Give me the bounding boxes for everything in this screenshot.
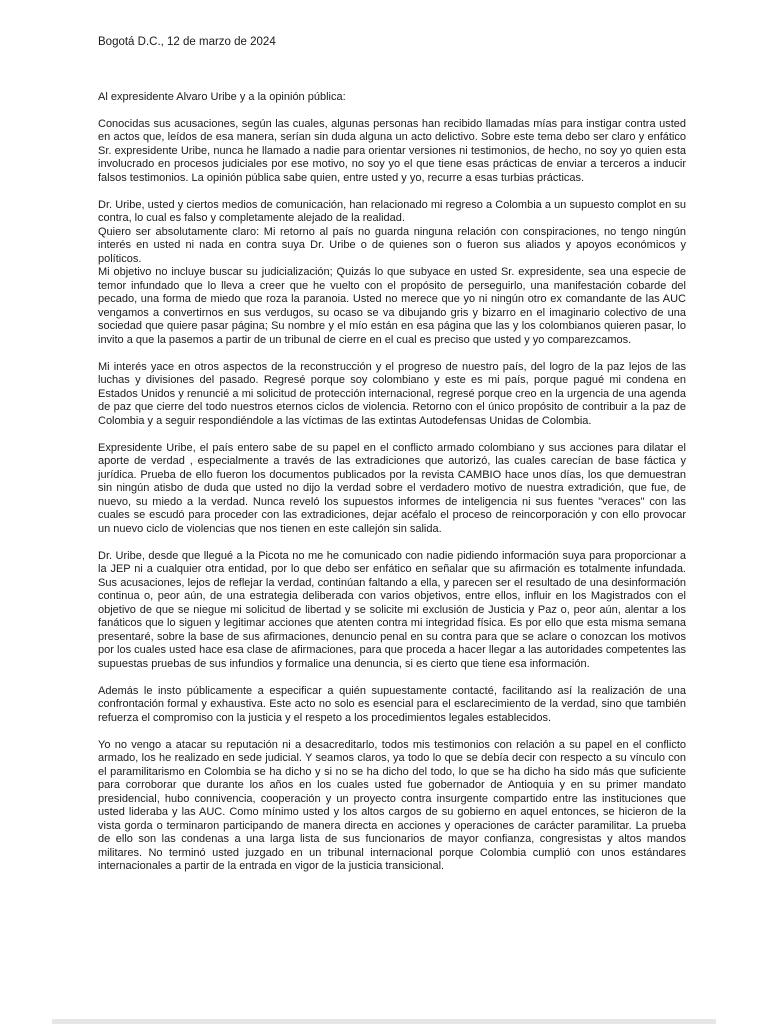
paragraph-4: Mi objetivo no incluye buscar su judicialización; Quizás lo que subyace en usted Sr. expresidente, sea una especie de temor infundado que lo lleva a creer que he vuelto con el propósito de perseguirlo, una manifestación cobarde del pecado, una forma de miedo que roza la paranoia. Usted no merece que yo ni ningún otro ex comandante de las AUC vengamos a convertirnos en sus verdugos, su ocaso se va dibujando gris y bizarro en el imaginario colectivo de una sociedad que quiere pasar página; Su nombre y el mío están en esa página que las y los colombianos quieren pasar, lo invito a que la pasemos a partir de un tribunal de cierre en el cual es preciso que usted y yo comparezcamos. xyxy=(98,266,686,346)
paragraph-1: Conocidas sus acusaciones, según las cuales, algunas personas han recibido llamadas mías para instigar contra usted en actos que, leídos de esa manera, serían sin duda alguna un acto delictivo. Sobre este tema debo ser claro y enfático Sr. expresidente Uribe, nunca he llamado a nadie para orientar versiones ni testimonios, de hecho, no soy yo quien esta involucrado en procesos judiciales por ese motivo, no soy yo el que tiene esas prácticas de enviar a terceros a inducir falsos testimonios. La opinión pública sabe quien, entre usted y yo, recurre a esas turbias prácticas. xyxy=(98,117,686,184)
paragraph-9: Yo no vengo a atacar su reputación ni a desacreditarlo, todos mis testimonios con relación a su papel en el conflicto armado, los he realizado en sede judicial. Y seamos claros, ya todo lo que se debía decir con respecto a su vínculo con el paramilitarismo en Colombia se ha dicho y si no se ha dicho del todo, lo que se ha dicho ha sido más que suficiente para corroborar que durante los años en los cuales usted fue gobernador de Antioquia y en su primer mandato presidencial, hubo connivencia, cooperación y un proyecto contra insurgente compartido entre las instituciones que usted lideraba y las AUC. Como mínimo usted y los altos cargos de su gobierno en aquel entonces, se hicieron de la vista gorda o terminaron participando de manera directa en acciones y operaciones de carácter paramilitar. La prueba de ello son las condenas a una larga lista de sus funcionarios de mayor confianza, congresistas y altos mandos militares. No terminó usted juzgado en un tribunal internacional porque Colombia cumplió con unos estándares internacionales a partir de la entrada en vigor de la justicia transicional. xyxy=(98,738,686,872)
paragraph-2: Dr. Uribe, usted y ciertos medios de comunicación, han relacionado mi regreso a Colombia a un supuesto complot en su contra, lo cual es falso y completamente alejado de la realidad. xyxy=(98,198,686,224)
paragraph-3: Quiero ser absolutamente claro: Mi retorno al país no guarda ninguna relación con conspiraciones, no tengo ningún interés en usted ni nada en contra suya Dr. Uribe o de quienes son o fueron sus aliados y apoyos económicos y políticos. xyxy=(98,225,686,265)
paragraph-7: Dr. Uribe, desde que llegué a la Picota no me he comunicado con nadie pidiendo información suya para proporcionar a la JEP ni a cualquier otra entidad, por lo que debo ser enfático en señalar que su afirmación es totalmente infundada. Sus acusaciones, lejos de reflejar la verdad, continúan faltando a ella, y parecen ser el resultado de una desinformación continua o, peor aún, de una estrategia deliberada con varios objetivos, entre ellos, influir en los Magistrados con el objetivo de que se niegue mi solicitud de libertad y se solicite mi exclusión de Justicia y Paz o, peor aún, alentar a los fanáticos que lo siguen y legitimar acciones que atenten contra mi integridad física. Es por ello que esta misma semana presentaré, sobre la base de sus afirmaciones, denuncio penal en su contra para que se aclare o conozcan los motivos por los cuales usted hace esa clase de afirmaciones, para que proceda a hacer llegar a las autoridades competentes las supuestas pruebas de sus infundios y formalice una denuncia, si es cierto que tiene esa información. xyxy=(98,549,686,670)
paragraph-5: Mi interés yace en otros aspectos de la reconstrucción y el progreso de nuestro país, del logro de la paz lejos de las luchas y divisiones del pasado. Regresé porque soy colombiano y este es mi país, porque pagué mi condena en Estados Unidos y renuncié a mi solicitud de protección internacional, regresé porque creo en la urgencia de una agenda de paz que cierre del todo nuestros eternos ciclos de violencia. Retorno con el único propósito de contribuir a la paz de Colombia y a seguir respondiéndole a las víctimas de las extintas Autodefensas Unidas de Colombia. xyxy=(98,360,686,427)
letter-body xyxy=(98,91,686,887)
date-line: Bogotá D.C., 12 de marzo de 2024 xyxy=(98,36,276,48)
paragraph-6: Expresidente Uribe, el país entero sabe de su papel en el conflicto armado colombiano y sus acciones para dilatar el aporte de verdad , especialmente a través de las extradiciones que autorizó, las cuales carecían de base fáctica y jurídica. Prueba de ello fueron los documentos publicados por la revista CAMBIO hace unos días, los que demuestran sin ningún atisbo de duda que usted no dijo la verdad sobre el verdadero motivo de nuestra extradición, que fue, de nuevo, su miedo a la verdad. Nunca reveló los supuestos informes de inteligencia ni sus fuentes "veraces" con las cuales se escudó para proceder con las extradiciones, dejar acéfalo el proceso de reincorporación y con ello provocar un nuevo ciclo de violencias que nos tienen en este callejón sin salida. xyxy=(98,441,686,535)
page-bottom-edge xyxy=(52,1019,716,1024)
salutation: Al expresidente Alvaro Uribe y a la opinión pública: xyxy=(98,91,346,103)
paragraph-8: Además le insto públicamente a especificar a quién supuestamente contacté, facilitando así la realización de una confrontación formal y exhaustiva. Este acto no solo es esencial para el esclarecimiento de la verdad, sino que también refuerza el compromiso con la justicia y el respeto a los procedimientos legales establecidos. xyxy=(98,684,686,724)
